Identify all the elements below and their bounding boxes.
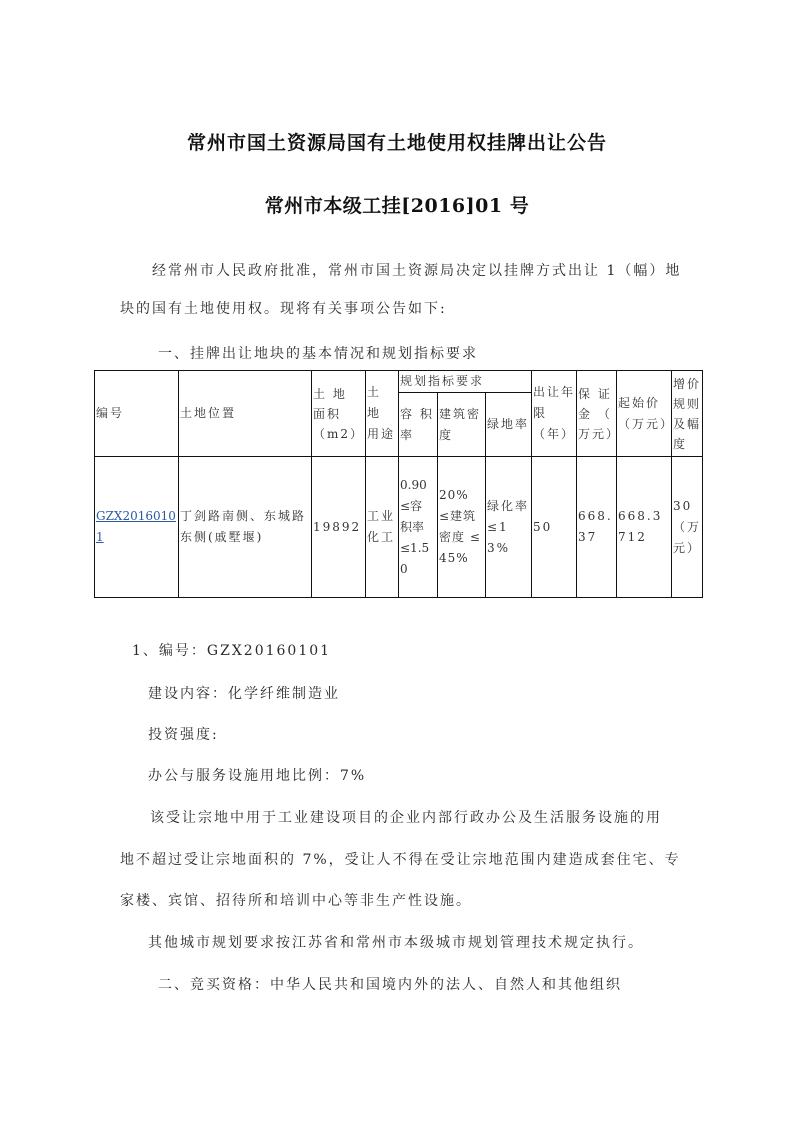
section-1-heading: 一、挂牌出让地块的基本情况和规划指标要求 bbox=[158, 346, 478, 362]
header-term: 出让年限 （年） bbox=[532, 371, 577, 457]
cell-increment: 30 （万元） bbox=[672, 457, 703, 598]
cell-area: 19892 bbox=[312, 457, 366, 598]
investment-intensity: 投资强度: bbox=[148, 727, 219, 743]
document-title: 常州市国土资源局国有土地使用权挂牌出让公告 bbox=[186, 132, 607, 154]
header-start-price: 起始价 （万元） bbox=[617, 371, 672, 457]
header-planning-requirements: 规划指标要求 bbox=[399, 371, 532, 393]
header-green-ratio: 绿地率 bbox=[486, 393, 532, 457]
header-area: 土 地 面积 （m2） bbox=[312, 371, 366, 457]
document-number: 常州市本级工挂[2016]01 号 bbox=[264, 195, 530, 217]
cell-building-density: 20% ≤建筑密度 ≤45% bbox=[438, 457, 486, 598]
cell-code[interactable] bbox=[95, 457, 179, 598]
header-code: 编号 bbox=[95, 371, 179, 457]
parcel-code-link[interactable]: GZX20160101 bbox=[96, 509, 176, 544]
intro-paragraph-line-2: 块的国有土地使用权。现将有关事项公告如下: bbox=[120, 301, 447, 317]
other-planning-requirements: 其他城市规划要求按江苏省和常州市本级城市规划管理技术规定执行。 bbox=[148, 935, 644, 951]
office-paragraph-line-3: 家楼、宾馆、招待所和培训中心等非生产性设施。 bbox=[120, 893, 472, 909]
header-increment: 增价规则及幅度 bbox=[672, 371, 703, 457]
land-parcel-table bbox=[94, 370, 703, 598]
header-floor-area-ratio: 容 积率 bbox=[399, 393, 438, 457]
cell-use: 工业化工 bbox=[366, 457, 399, 598]
cell-term: 50 bbox=[532, 457, 577, 598]
cell-deposit: 668.37 bbox=[577, 457, 617, 598]
table-header-row bbox=[95, 371, 703, 393]
office-paragraph-line-2: 地不超过受让宗地面积的 7%，受让人不得在受让宗地范围内建造成套住宅、专 bbox=[120, 852, 681, 868]
header-location: 土地位置 bbox=[179, 371, 312, 457]
header-deposit: 保 证金 （ 万元） bbox=[577, 371, 617, 457]
cell-floor-area-ratio: 0.90≤容 积率 ≤1.50 bbox=[399, 457, 438, 598]
office-land-ratio: 办公与服务设施用地比例：7% bbox=[148, 768, 367, 784]
cell-location: 丁剑路南侧、东城路东侧(戚墅堰) bbox=[179, 457, 312, 598]
table-row bbox=[95, 457, 703, 598]
section-2-heading: 二、竞买资格：中华人民共和国境内外的法人、自然人和其他组织 bbox=[158, 977, 622, 993]
cell-start-price: 668.3712 bbox=[617, 457, 672, 598]
header-building-density: 建筑密度 bbox=[438, 393, 486, 457]
office-paragraph-line-1: 该受让宗地中用于工业建设项目的企业内部行政办公及生活服务设施的用 bbox=[150, 810, 662, 826]
construction-content: 建设内容：化学纤维制造业 bbox=[148, 686, 340, 702]
intro-paragraph-line-1: 经常州市人民政府批准，常州市国土资源局决定以挂牌方式出让 1（幅）地 bbox=[152, 263, 682, 279]
cell-green-ratio: 绿化率≤13% bbox=[486, 457, 532, 598]
header-use: 土 地 用途 bbox=[366, 371, 399, 457]
item-1-heading: 1、编号：GZX20160101 bbox=[132, 643, 332, 659]
